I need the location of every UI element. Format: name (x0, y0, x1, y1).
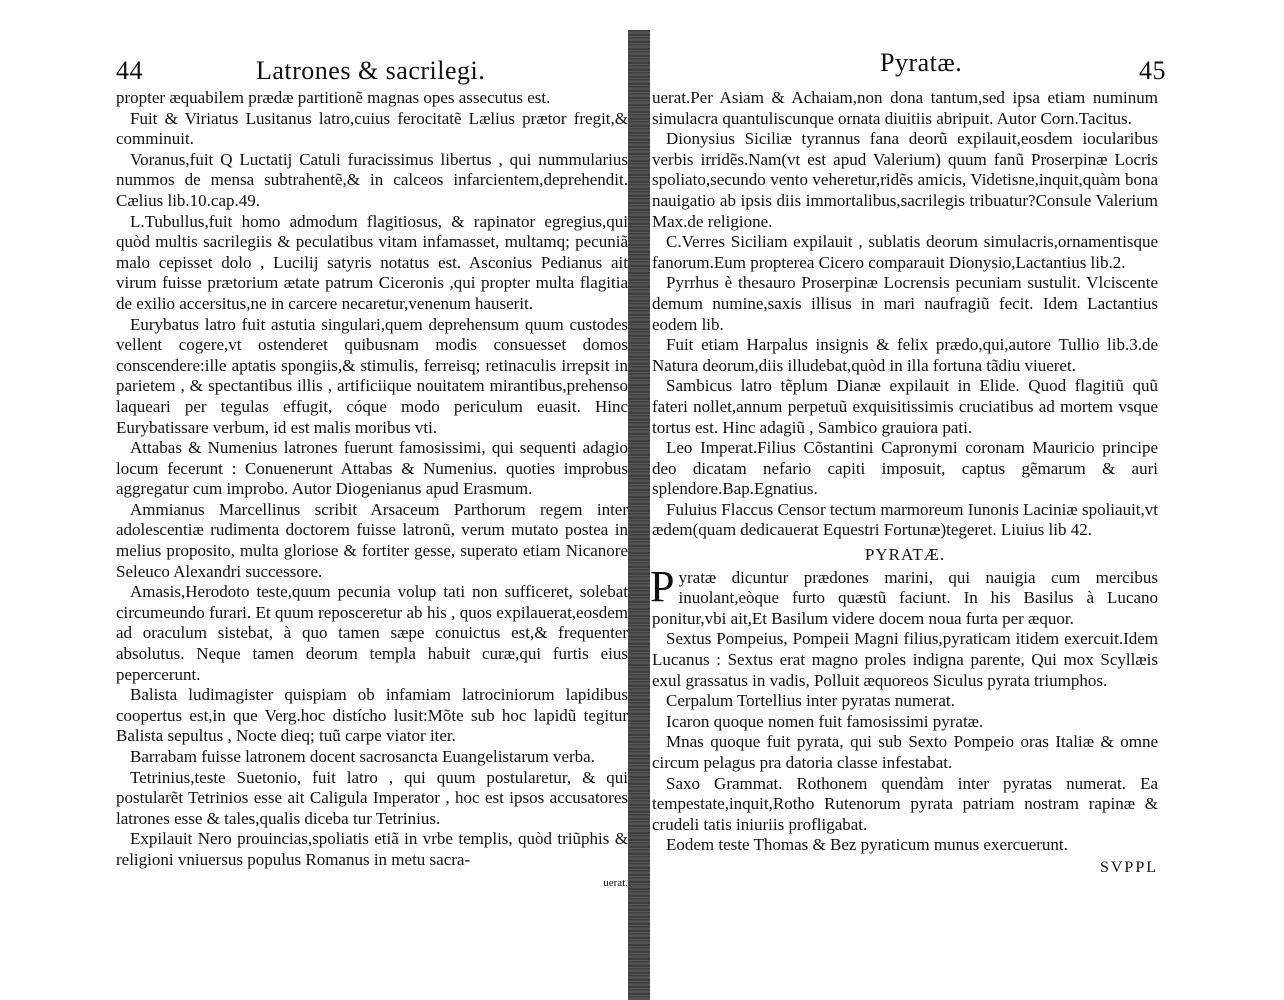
paragraph: Attabas & Numenius latrones fuerunt famosissimi, qui sequenti adagio locum fecerunt : Conuenerunt Attabas & Numenius. quoties improbus aggregatur cum improbo. Autor Diogenianus apud Erasmum. (116, 438, 628, 499)
paragraph: Dionysius Siciliæ tyrannus fana deorũ expilauit,eosdem iocularibus verbis irridẽs.Nam(vt est apud Valerium) quum fanũ Proserpinæ Locris spoliato,secundo vento veheretur,ridẽs amicis, Videtisne,inquit,quàm bona nauigatio ab ipsis diis immortalibus,sacrilegis tribuatur?Consule Valerium Max.de religione. (652, 129, 1158, 231)
paragraph: Leo Imperat.Filius Cõstantini Capronymi coronam Mauricio principe deo dicatam nefario capiti imposuit, captus gẽmarum & auri splendore.Bap.Egnatius. (652, 438, 1158, 499)
book-gutter (628, 30, 650, 1000)
paragraph: Fuit & Viriatus Lusitanus latro,cuius ferocitatẽ Lælius prætor fregit,& comminuit. (116, 108, 628, 149)
paragraph: Tetrinius,teste Suetonio, fuit latro , qui quum postularetur, & qui postularẽt Tetrinios esse ait Caligula Imperator , hoc est ipsos accusatores latrones esse & tales,qualis diceba tur Tetrinius. (116, 767, 628, 828)
left-page-text (116, 88, 628, 893)
paragraph: L.Tubullus,fuit homo admodum flagitiosus, & rapinator egregius,qui quòd multis sacrilegiis & peculatibus vitam infamasset, multamq; pecuniã malo cepisset dolo , Lucilij satyris notatus est. Asconius Pedianus ait virum fuisse prætorium ætate patrum Ciceronis ,qui propter multa flagitia de exilio accersitus,ne in carcere necaretur,venenum hauserit. (116, 211, 628, 313)
right-page-header (652, 48, 1166, 88)
paragraph: Pyrrhus è thesauro Proserpinæ Locrensis pecuniam sustulit. Vlciscente demum numine,saxis illisus in mari naufragiũ fecit. Idem Lactantius eodem lib. (652, 273, 1158, 334)
paragraph: Ammianus Marcellinus scribit Arsaceum Parthorum regem inter adolescentiæ rudimenta doctorem fuisse latronũ, verum mutato postea in melius proposito, multa gloriose & fortiter gesse, superato etiam Nicanore Seleuco Alexandri successore. (116, 499, 628, 581)
left-page-number: 44 (116, 56, 143, 85)
drop-cap: P (650, 561, 675, 611)
paragraph: Saxo Grammat. Rothonem quendàm inter pyratas numerat. Ea tempestate,inquit,Rotho Rutenorum pyrata patriam nostram rapinæ & crudeli tatis iniuriis profligabat. (652, 773, 1158, 834)
paragraph: Icaron quoque nomen fuit famosissimi pyratæ. (666, 711, 984, 731)
paragraph: Eodem teste Thomas & Bez pyraticum munus exercuerunt. (666, 835, 1068, 855)
right-page-number: 45 (1139, 56, 1166, 85)
left-catchword: uerat. (603, 876, 628, 889)
paragraph: uerat.Per Asiam & Achaiam,non dona tantum,sed ipsa etiam numinum simulacra quantuliscunque ornata diuitiis abripuit. Autor Corn.Tacitus. (652, 88, 1158, 128)
paragraph: Amasis,Herodoto teste,quum pecunia volup tati non sufficeret, solebat circumeundo furari. Et quum reposceretur ab his , quos expilauerat,eosdem ad oraculum sistebat, à quo tamen sæpe conuictus est,& frequenter absolutus. Neque tamen deorum templa habuit curæ,qui furtis eius pepercerunt. (116, 582, 628, 684)
paragraph: Mnas quoque fuit pyrata, qui sub Sexto Pompeio oras Italiæ & omne circum pelagus pra datoria classe infestabat. (652, 732, 1158, 772)
paragraph: Voranus,fuit Q Luctatij Catuli furacissimus libertus , qui nummularius nummos de mensa subtrahentẽ,& in calceos infarcientem,deprehendit. Cælius lib.10.cap.49. (116, 149, 628, 210)
paragraph: Cerpalum Tortellius inter pyratas numerat. (666, 691, 955, 711)
paragraph: Expilauit Nero prouincias,spoliatis etiã in vrbe templis, quòd triũphis & religioni vniuersus populus Romanus in metu sacra- (116, 829, 628, 869)
left-page-header (116, 48, 628, 88)
paragraph: Barrabam fuisse latronem docent sacrosancta Euangelistarum verba. (130, 747, 595, 766)
paragraph: Sextus Pompeius, Pompeii Magni filius,pyraticam itidem exercuit.Idem Lucanus : Sextus erat magno proles indigna parente, Qui mox Scyllæis exul grassatus in vadis, Polluit æquoreos Siculus pyrata triumphos. (652, 629, 1158, 690)
paragraph: Eurybatus latro fuit astutia singulari,quem deprehensum quum custodes vellent cogere,vt ostenderet quibusnam modis consuesset domos conscendere:ille aptatis spongiis,& stimulis, ferreisq; retinaculis irrepsit in parietem , & spectantibus illis , artificiique nouitatem mirantibus,prehenso laqueari per tegulas effugit, cóque modo periculum euasit. Hinc Eurybatissare verbum, id est malis moribus vti. (116, 314, 628, 437)
right-catchword: SVPPL (1099, 858, 1158, 876)
paragraph: Balista ludimagister quispiam ob infamiam latrociniorum lapidibus coopertus est,in que Verg.hoc distícho lusit:Mõte sub hoc lapidũ tegitur Balista sepultus , Nocte dieq; tuũ carpe viator iter. (116, 685, 628, 746)
right-page-text (652, 88, 1158, 879)
section-heading: PYRATÆ. (864, 545, 946, 565)
paragraph: Fuluius Flaccus Censor tectum marmoreum Iunonis Laciniæ spoliauit,vt ædem(quam dedicauerat Equestri Fortunæ)tegeret. Liuius lib 42. (652, 499, 1158, 540)
paragraph-with-drop-cap (650, 561, 1158, 630)
paragraph: C.Verres Siciliam expilauit , sublatis deorum simulacris,ornamentisque fanorum.Eum propterea Cicero comparauit Dionysio,Lactantius lib.2. (652, 232, 1158, 272)
paragraph: Sambicus latro tẽplum Dianæ expilauit in Elide. Quod flagitiũ quũ fateri nollet,annum perpetuũ exquisitissimis cruciatibus ad mortem vsque tortus est. Hinc adagiũ , Sambico grauiora pati. (652, 376, 1158, 437)
left-running-title: Latrones & sacrilegi. (256, 56, 486, 85)
paragraph-text: yratæ dicuntur prædones marini, qui nauigia cum mercibus inuolant,eòque furto quæstũ faciunt. In his Basilus à Lucano ponitur,vbi ait,Et Basilum videre docem noua furta per æquor. (652, 567, 1158, 628)
right-running-title: Pyratæ. (880, 48, 963, 77)
left-page (116, 48, 628, 893)
right-page (650, 48, 1166, 879)
paragraph: Fuit etiam Harpalus insignis & felix prædo,qui,autore Tullio lib.3.de Natura deorum,diis illudebat,quòd in illa fortuna tãdiu viueret. (652, 335, 1158, 375)
paragraph: propter æquabilem prædæ partitionẽ magnas opes assecutus est. (116, 88, 551, 107)
